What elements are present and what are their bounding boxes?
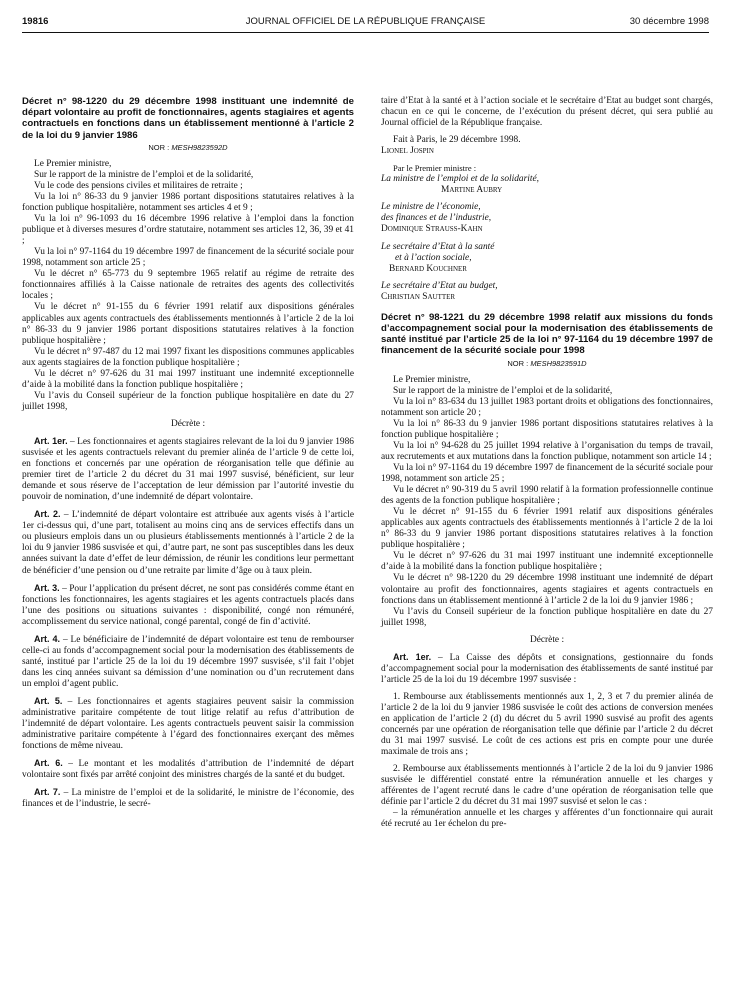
decree2-article-1: Art. 1er. – La Caisse des dépôts et consignations, gestionnaire du fonds d’accompagnement social pour la modernisation des établissements de santé institué par l’article 25 de la loi du 19 décembre 1997 susvisée : [381, 651, 713, 685]
decree1-article-6: Art. 6. – Le montant et les modalités d’attribution de l’indemnité de départ volontaire sont fixés par arrêté conjoint des ministres chargés de la santé et du budget. [22, 758, 355, 781]
article-label: Art. 7. [34, 787, 61, 798]
decree1-title: Décret n° 98-1220 du 29 décembre 1998 instituant une indemnité de départ volontaire au profit de fonctionnaires, agents stagiaires et agents contractuels en fonctions dans un établissement mentionné à l’article 2 de la loi du 9 janvier 1986 [22, 96, 354, 141]
decree2-intro-0: Le Premier ministre, [393, 374, 471, 385]
decree2-intro-8: Vu le décret n° 97-626 du 31 mai 1997 instituant une indemnité exceptionnelle d’aide à la mobilité dans la fonction publique hospitalière ; [381, 551, 713, 573]
article-label: Art. 5. [34, 695, 63, 706]
decree1-intro-7: Vu le décret n° 91-155 du 6 février 1991 relatif aux dispositions générales applicables aux agents contractuels des établissements mentionnés à l’article 2 de la loi n° 86-33 du 9 janvier 1986 portant dispositions statutaires relatives à la fonction publique hospitalière ; [22, 302, 354, 346]
decree2-intro-7: Vu le décret n° 91-155 du 6 février 1991 relatif aux dispositions générales applicables aux agents contractuels des établissements mentionnés à l’article 2 de la loi n° 86-33 du 9 janvier 1986 portant dispositions statutaires relatives à la fonction publique hospitalière ; [381, 507, 713, 551]
decree2-intro-9: Vu le décret n° 98-1220 du 29 décembre 1998 instituant une indemnité de départ volontaire au profit des fonctionnaires, agents stagiaires et agents contractuels en fonctions dans un établissement mentionné à l’article 2 de la loi du 9 janvier 1986 ; [381, 573, 713, 606]
signature-m1-role: La ministre de l’emploi et de la solidarité, [381, 174, 539, 185]
signature-m1-name: Martine Aubry [441, 185, 503, 196]
journal-title: JOURNAL OFFICIEL DE LA RÉPUBLIQUE FRANÇAISE [245, 16, 486, 27]
article-label: Art. 2. [34, 509, 61, 520]
decree2-item-2a: – la rémunération annuelle et les charges y afférentes d’un fonctionnaire qui aurait été recruté au 1er échelon du pre- [381, 808, 713, 830]
decree2-item-1: 1. Rembourse aux établissements mentionnés aux 1, 2, 3 et 7 du premier alinéa de l’article 2 de la loi du 9 janvier 1986 susvisée le coût des actions de conversion menées en application de l’article 2 (d) du décret du 5 avril 1990 susvisé au profit des agents concernés par une opération de réorganisation telle que définie par l’article 2 du décret du 31 mai 1997 susvisé. Le coût de ces actions est pris en compte pour une durée maximale de trois ans ; [381, 691, 713, 758]
decree2-nor-code: MESH9823591D [530, 358, 587, 368]
decree2-intro-3: Vu la loi n° 86-33 du 9 janvier 1986 portant dispositions statutaires relatives à la fonction publique hospitalière ; [381, 418, 713, 440]
signature-m2-role-2: des finances et de l’industrie, [381, 213, 492, 224]
decree1-nor-code: MESH9823592D [171, 142, 228, 152]
decree1-intro-5: Vu la loi n° 97-1164 du 19 décembre 1997 de financement de la sécurité sociale pour 1998, notamment son article 25 ; [22, 247, 354, 269]
signature-m4-name: Christian Sautter [381, 291, 456, 302]
decree2-intro-5: Vu la loi n° 97-1164 du 19 décembre 1997 de financement de la sécurité sociale pour 1998, notamment son article 25 ; [381, 462, 713, 485]
decree1-intro-1: Sur le rapport de la ministre de l’emploi et de la solidarité, [34, 169, 254, 180]
page-header [22, 16, 709, 30]
signature-par: Par le Premier ministre : [393, 163, 477, 174]
right-column [381, 96, 713, 830]
decree2-intro-10: Vu l’avis du Conseil supérieur de la fonction publique hospitalière en date du 27 juillet 1998, [381, 606, 713, 628]
decree1-intro-4: Vu la loi n° 96-1093 du 16 décembre 1996 relative à l’emploi dans la fonction publique et à diverses mesures d’ordre statutaire, notamment ses articles 12, 36, 39 et 41 ; [22, 214, 354, 247]
page-number: 19816 [22, 16, 49, 27]
decree1-article-3: Art. 3. – Pour l’application du présent décret, ne sont pas considérés comme étant en fonctions les fonctionnaires, les agents stagiaires et les agents contractuels placés dans l’une des positions ou situations suivantes : disponibilité, congé non rémunéré, accomplissement du service national, congé parental, congé de fin d’activité. [22, 582, 355, 627]
decree2-intro-1: Sur le rapport de la ministre de l’emploi et de la solidarité, [393, 385, 613, 396]
signature-m3-role-1: Le secrétaire d’Etat à la santé [381, 241, 495, 252]
decree1-intro-8: Vu le décret n° 97-487 du 12 mai 1997 fixant les dispositions communes applicables aux agents stagiaires de la fonction publique hospitalière ; [22, 346, 354, 368]
decree1-article-2: Art. 2. – L’indemnité de départ volontaire est attribuée aux agents visés à l’article 1er ci-dessus qui, d’une part, totalisent au moins cinq ans de services effectifs dans un ou plusieurs emplois dans un ou plusieurs établissements mentionnés à l’article 2 de la loi du 9 janvier 1986 susvisée et qui, d’autre part, ne sont pas susceptibles dans les deux années suivant la date d’effet de leur démission, de réunir les conditions leur permettant de bénéficier d’une pension ou d’une retraite par limite d’âge ou à taux plein. [22, 509, 355, 576]
article-label: Art. 1er. [34, 435, 68, 446]
signature-m3-name: Bernard Kouchner [389, 263, 467, 274]
article-label: Art. 3. [34, 582, 60, 593]
decree2-intro-6: Vu le décret n° 90-319 du 5 avril 1990 relatif à la formation professionnelle continue des agents de la fonction publique hospitalière ; [381, 485, 713, 507]
header-rule [22, 32, 709, 33]
decree1-done-at: Fait à Paris, le 29 décembre 1998. [393, 135, 521, 146]
signature-m2-role-1: Le ministre de l’économie, [381, 202, 481, 213]
signature-m4-role: Le secrétaire d’Etat au budget, [381, 280, 498, 291]
decree1-intro-3: Vu la loi n° 86-33 du 9 janvier 1986 portant dispositions statutaires relatives à la fonction publique hospitalière, notamment ses articles 4 et 9 ; [22, 192, 354, 214]
decree2-decrete: Décrète : [529, 634, 565, 645]
left-column [22, 96, 354, 810]
decree1-intro-2: Vu le code des pensions civiles et militaires de retraite ; [34, 180, 243, 191]
article-label: Art. 1er. [393, 651, 432, 662]
decree1-intro-9: Vu le décret n° 97-626 du 31 mai 1997 instituant une indemnité exceptionnelle d’aide à la mobilité dans la fonction publique hospitalière ; [22, 368, 354, 390]
article-label: Art. 6. [34, 758, 63, 769]
article-label: Art. 4. [34, 633, 61, 644]
decree1-decrete: Décrète : [170, 418, 206, 429]
decree1-intro-0: Le Premier ministre, [34, 158, 112, 169]
decree1-article-1: Art. 1er. – Les fonctionnaires et agents stagiaires relevant de la loi du 9 janvier 1986 susvisée et les agents contractuels relevant du premier alinéa de l’article 9 de cette loi, en fonctions et concernés par une opération de réorganisation telle que définie au premier tiret de l’article 2 du décret du 31 mai 1997 susvisé, bénéficient, sur leur demande et sous réserve de l’acceptation de leur démission par l’autorité investie du pouvoir de nomination, d’une indemnité de départ volontaire. [22, 435, 354, 503]
decree1-intro-10: Vu l’avis du Conseil supérieur de la fonction publique hospitalière en date du 27 juillet 1998, [22, 390, 354, 412]
decree2-item-2: 2. Rembourse aux établissements mentionnés à l’article 2 de la loi du 9 janvier 1986 susvisée le différentiel constaté entre la rémunération annuelle et les charges y afférentes de l’agent recruté dans le cadre d’une opération de réorganisation telle que définie par l’article 2 du décret du 31 mai 1997 susvisé et selon le cas : [381, 764, 713, 808]
decree2-intro-2: Vu la loi n° 83-634 du 13 juillet 1983 portant droits et obligations des fonctionnaires, notamment son article 20 ; [381, 396, 713, 418]
decree1-nor: NOR : MESH9823592D [148, 142, 228, 152]
signature-pm: Lionel Jospin [381, 146, 434, 157]
decree1-article-7: Art. 7. – La ministre de l’emploi et de la solidarité, le ministre de l’économie, des finances et de l’industrie, le secré- [22, 787, 354, 810]
decree1-article-5: Art. 5. – Les fonctionnaires et agents stagiaires peuvent saisir la commission administrative paritaire compétente de tout litige relatif au refus d’attribution de l’indemnité de départ volontaire. Les agents contractuels peuvent saisir la commission administrative paritaire compétente à l’égard des fonctionnaires exerçant des mêmes fonctions de même niveau. [22, 695, 354, 752]
decree1-intro-6: Vu le décret n° 65-773 du 9 septembre 1965 relatif au régime de retraite des fonctionnaires affiliés à la Caisse nationale de retraites des agents des collectivités locales ; [22, 269, 354, 302]
decree1-continuation: taire d’Etat à la santé et à l’action sociale et le secrétaire d’Etat au budget sont chargés, chacun en ce qui le concerne, de l’exécution du présent décret, qui sera publié au Journal officiel de la République française. [381, 96, 713, 129]
signature-m2-name: Dominique Strauss-Kahn [381, 224, 483, 235]
issue-date: 30 décembre 1998 [629, 16, 709, 27]
decree1-article-4: Art. 4. – Le bénéficiaire de l’indemnité de départ volontaire est tenu de rembourser celle-ci au fonds d’accompagnement social pour la modernisation des établissements de santé, institué par l’article 25 de la loi du 19 décembre 1997 susvisée, s’il fait l’objet dans les cinq années suivant sa démission d’une nomination ou d’un recrutement dans un emploi d’agent public. [22, 633, 354, 689]
decree2-title: Décret n° 98-1221 du 29 décembre 1998 relatif aux missions du fonds d’accompagnement social pour la modernisation des établissements de santé institué par l’article 25 de la loi n° 97-1164 du 19 décembre 1997 de financement de la sécurité sociale pour 1998 [381, 311, 713, 357]
decree2-intro-4: Vu la loi n° 94-628 du 25 juillet 1994 relative à l’organisation du temps de travail, aux recrutements et aux mutations dans la fonction publique, notamment son article 14 ; [381, 440, 713, 462]
decree2-nor: NOR : MESH9823591D [507, 358, 587, 368]
signature-m3-role-2: et à l’action sociale, [395, 252, 472, 263]
